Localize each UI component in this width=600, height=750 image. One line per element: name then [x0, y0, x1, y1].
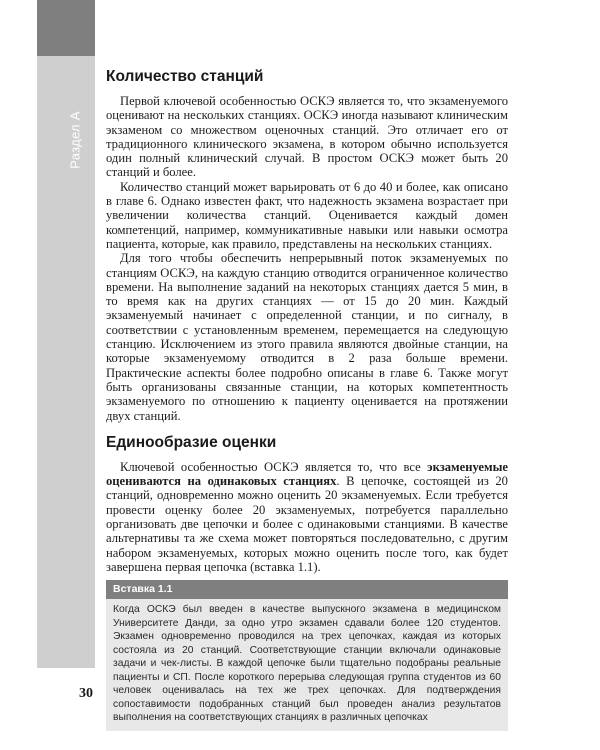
page-content	[106, 66, 508, 731]
section-side-bar-top	[37, 0, 95, 56]
inset-box-title: Вставка 1.1	[106, 580, 508, 599]
paragraph: Первой ключевой особенностью ОСКЭ является то, что экзаменуемого оценивают на нескольких станциях. ОСКЭ иногда называют клиническим экзаменом со множеством оценочных станций. Это отличает его от традиционного клинического экзамена, в котором обычно используется один полный клинический случай. В простом ОСКЭ может быть 20 станций и более.	[106, 94, 508, 180]
paragraph-text: . В цепочке, состоящей из 20 станций, одновременно можно оценить 20 экзаменуемых. Если требуется провести оценку более 20 экзаменуемых, потребуется параллельно организовать две цепочки и более с одинаковыми станциями. В качестве альтернативы та же схема может повторяться последовательно, с другим набором экзаменуемых, которых можно оценить после того, как будет завершена первая цепочка (вставка 1.1).	[106, 474, 508, 574]
page-number: 30	[79, 686, 93, 701]
paragraph-bold-text: экзаменуемые оцениваются на одинаковых станциях	[106, 459, 508, 489]
inset-box-text: Когда ОСКЭ был введен в качестве выпускного экзамена в медицинском Университете Данди, за одно утро экзамен сдавали более 120 студентов. Экзамен одновременно проводился на трех цепочках, каждая из которых состояла из 20 станций. Соответствующие станции включали одинаковые задачи и чек-листы. В каждой цепочке были тщательно подобраны реальные пациенты и СП. После короткого перерыва следующая группа студентов из 60 человек оценивалась на тех же трех цепочках. Для подтверждения сопоставимости подобранных станций был проведен анализ результатов выполнения на соответствующих станциях в различных цепочках	[113, 604, 501, 724]
section-heading-uniformity: Единообразие оценки	[106, 433, 277, 451]
paragraph	[106, 460, 508, 574]
section-side-bar	[37, 0, 95, 668]
paragraph: Для того чтобы обеспечить непрерывный поток экзаменуемых по станциям ОСКЭ, на каждую станцию отводится ограниченное количество времени. На выполнение заданий на некоторых станциях дается 5 мин, в то время как на других станциях — от 15 до 20 мин. Каждый экзаменуемый начинает с определенной станции, и по сигналу, в соответствии с установленным временем, перемещается на следующую станцию. Исключением из этого правила являются двойные станции, на которые экзаменуемому отводится в 2 раза больше времени. Практические аспекты более подробно описаны в главе 6. Также могут быть организованы связанные станции, на которых компетентность экзаменуемого по отношению к пациенту оценивается на протяжении двух станций.	[106, 251, 508, 423]
section-tab-label: Раздел А	[67, 111, 83, 169]
inset-box	[106, 580, 508, 731]
section-heading-stations: Количество станций	[106, 68, 264, 85]
paragraph-text: Ключевой особенностью ОСКЭ является то, что все	[120, 459, 428, 474]
paragraph: Количество станций может варьировать от 6 до 40 и более, как описано в главе 6. Однако известен факт, что надежность экзамена возрастает при увеличении количества станций. Оценивается каждый домен компетенций, например, коммуникативные навыки или навыки осмотра пациента, которые, как правило, представлены на нескольких станциях.	[106, 179, 508, 251]
